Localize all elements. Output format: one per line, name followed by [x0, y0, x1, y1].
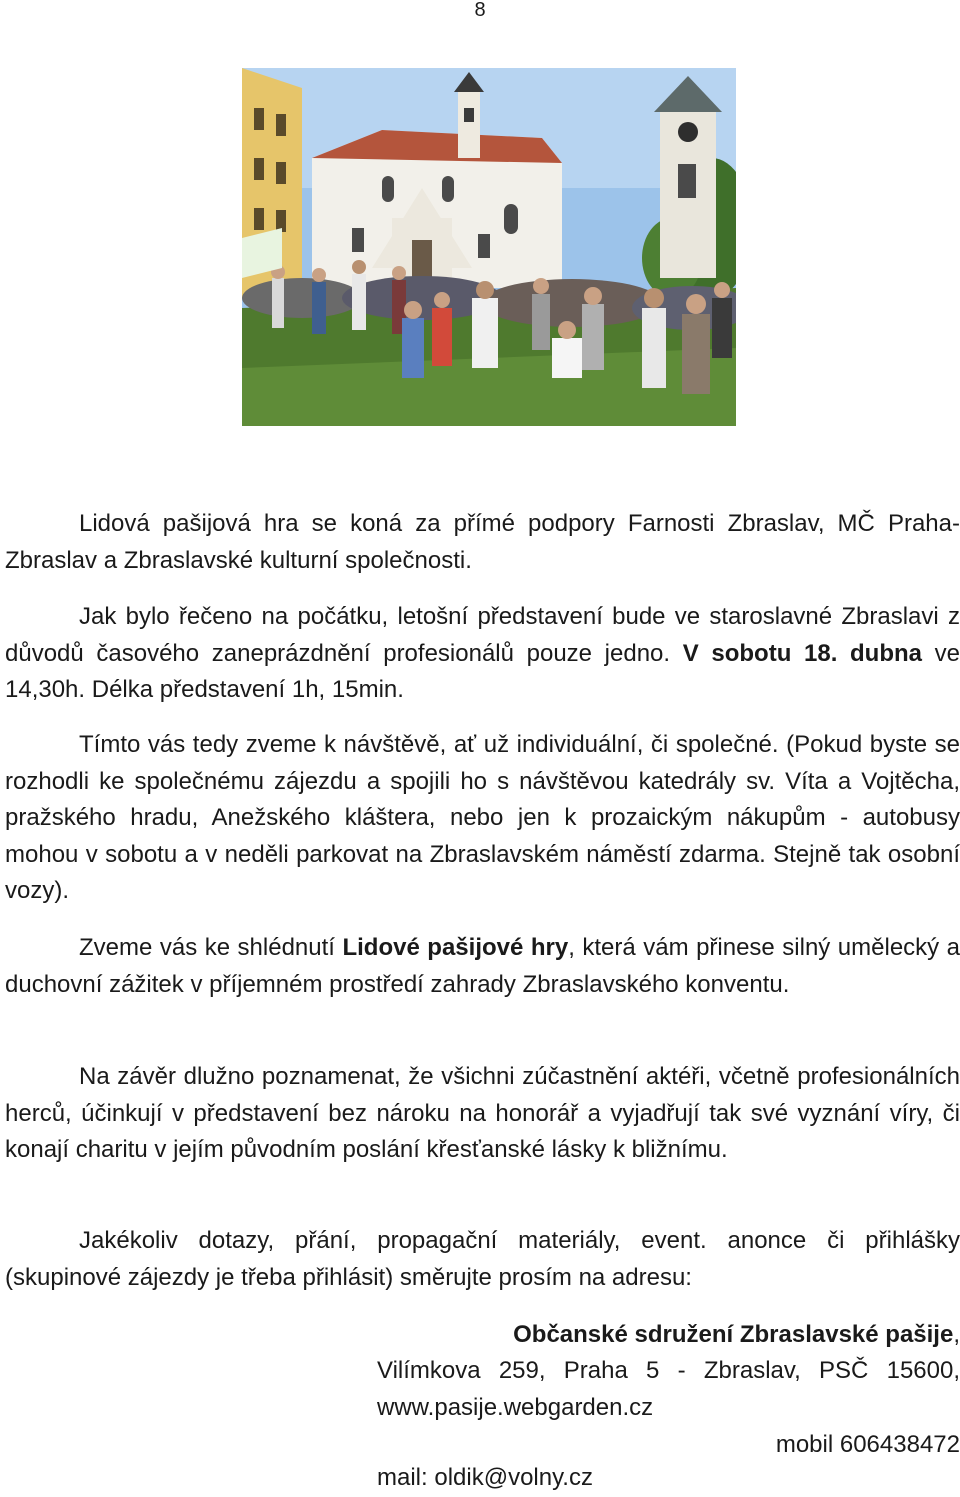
organization-name: Občanské sdružení Zbraslavské pašije — [513, 1321, 954, 1348]
play-title: Lidové pašijové hry — [342, 934, 569, 961]
paragraph-contact-intro-text: Jakékoliv dotazy, přání, propagační materiály, event. anonce či přihlášky (skupinové zájezdy je třeba přihlásit) směrujte prosím na adresu: — [5, 1227, 960, 1291]
paragraph-play-text — [5, 930, 960, 1003]
paragraph-performance-text — [5, 599, 960, 709]
contact-mobile: mobil 606438472 — [775, 1431, 960, 1458]
paragraph-invitation-text: Tímto vás tedy zveme k návštěvě, ať už individuální, či společné. (Pokud byste se rozhodli ke společnému zájezdu a spojili ho s návštěvou katedrály sv. Víta a Vojtěcha, pražského hradu, Anežského kláštera, nebo jen k prozaickým nákupům - autobusy mohou v sobotu a v neděli parkovat na Zbraslavském náměstí zdarma. Stejně tak osobní vozy). — [5, 731, 960, 904]
paragraph-actors-text: Na závěr dlužno poznamenat, že všichni zúčastnění aktéři, včetně profesionálních herců, účinkují v představení bez nároku na honorář a vyjadřují tak své vyznání víry, či konají charitu v jejím původním poslání křesťanské lásky k bližnímu. — [5, 1063, 960, 1163]
paragraph-actors — [5, 1059, 960, 1169]
event-photo — [242, 68, 736, 426]
performance-date: V sobotu 18. dubna — [682, 639, 923, 667]
paragraph-support-text: Lidová pašijová hra se koná za přímé podpory Farnosti Zbraslav, MČ Praha-Zbraslav a Zbraslavské kulturní společnosti. — [5, 510, 960, 574]
organization-comma: , — [953, 1321, 960, 1348]
paragraph-support — [5, 506, 960, 579]
paragraph-play — [5, 930, 960, 1003]
contact-email[interactable]: mail: oldik@volny.cz — [377, 1464, 593, 1491]
performance-intro: Jak bylo řečeno na počátku, letošní představení bude ve staroslavné Zbraslavi z důvodů časového zaneprázdnění profesionálů pouze jedno. — [5, 603, 960, 667]
paragraph-performance — [5, 599, 960, 709]
contact-organization — [377, 1317, 960, 1354]
paragraph-invitation — [5, 727, 960, 910]
page-number: 8 — [474, 0, 486, 21]
contact-address: Vilímkova 259, Praha 5 - Zbraslav, PSČ 15600, — [377, 1357, 960, 1384]
play-intro: Zveme vás ke shlédnutí — [79, 934, 343, 961]
contact-website[interactable]: www.pasije.webgarden.cz — [377, 1394, 654, 1421]
performance-time: ve 14,30h. Délka představení 1h, 15min. — [5, 639, 960, 703]
play-description: , která vám přinese silný umělecký a duchovní zážitek v příjemném prostředí zahrady Zbraslavského konventu. — [5, 934, 960, 998]
paragraph-contact-intro — [5, 1223, 960, 1296]
